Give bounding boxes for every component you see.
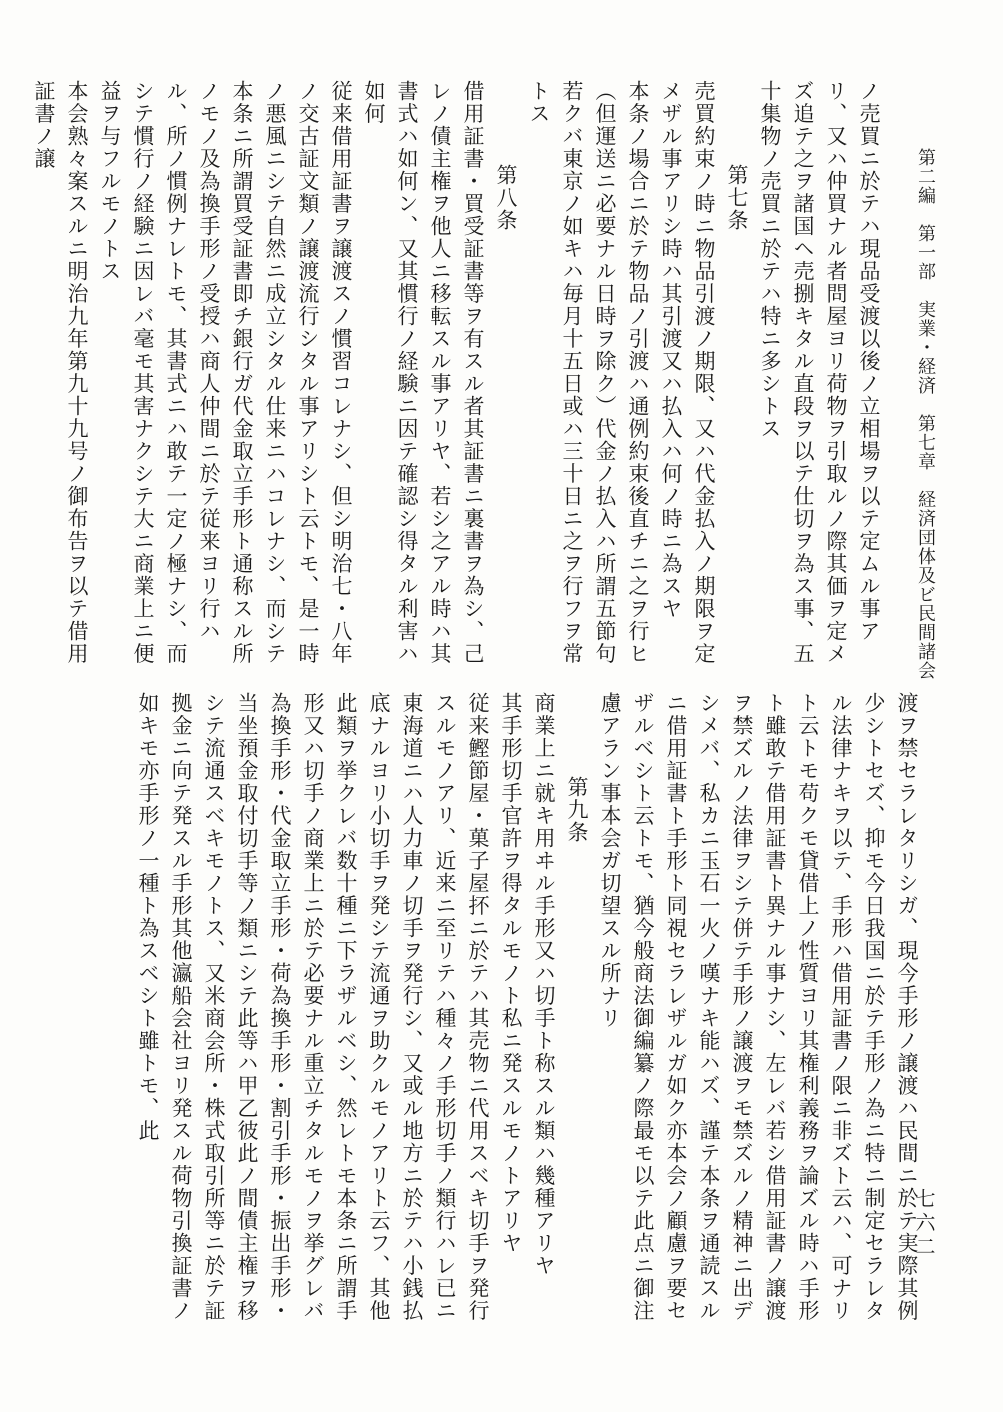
continued-paragraph: 渡ヲ禁セラレタリシガ、現今手形ノ譲渡ハ民間ニ於テ実際其例少シトセズ、抑モ今日我国ニ於テ手形ノ為ニ特ニ制定セラレタル法律ナキヲ以テ、手形ハ借用証書ノ限ニ非ズト云ハ、可ナリト云トモ苟クモ貸借上ノ性質ヨリ其権利義務ヲ論ズル時ハ手形ト雖敢テ借用証書ト異ナル事ナシ、左レバ若シ借用証書ノ譲渡ヲ禁ズルノ法律ヲシテ併テ手形ノ譲渡ヲモ禁ズルノ精神ニ出デシメバ、私カニ玉石一火ノ嘆ナキ能ハズ、謹テ本条ヲ通読スルニ借用証書ト手形ト同視セラレザルガ如ク亦本会ノ顧慮ヲ要セザルベシト云トモ、猶今般商法御編纂ノ際最モ以テ此点ニ御注慮アラン事本会ガ切望スル所ナリ xyxy=(598,692,919,1322)
article-heading-8: 第八条 xyxy=(494,164,518,232)
running-header: 第二編 第一部 実業・経済 第七章 経済団体及ビ民間諸会 xyxy=(915,148,936,680)
page-number: 七六二 xyxy=(912,1188,936,1260)
question-paragraph: 其手形切手官許ヲ得タルモノト私ニ発スルモノトアリヤ xyxy=(499,692,523,1255)
answer-paragraph: 従来鰹節屋・菓子屋抔ニ於テハ其売物ニ代用スベキ切手ヲ発行スルモノアリ、近来ニ至リテハ種々ノ手形切手ノ類行ハレ已ニ東海道ニハ人力車ノ切手ヲ発行シ、又或ル地方ニ於テハ小銭払底ナルヨリ小切手ヲ発シテ流通ヲ助クルモノアリト云フ、其他此類ヲ挙クレバ数十種ニ下ラザルベシ、然レトモ本条ニ所謂手形又ハ切手ノ商業上ニ於テ必要ナル重立チタルモノヲ挙グレバ為換手形・代金取立手形・荷為換手形・割引手形・振出手形・当坐預金取付切手等ノ類ニシテ此等ハ甲乙彼此ノ間債主権ヲ移シテ流通スベキモノトス、又米商会所・株式取引所等ニ於テ証拠金ニ向テ発スル手形其他瀛船会社ヨリ発スル荷物引換証書ノ如キモ亦手形ノ一種ト為スベシト雖トモ、此 xyxy=(136,692,490,1322)
article-heading-7: 第七条 xyxy=(725,164,749,232)
question-paragraph: 商業上ニ就キ用ヰル手形又ハ切手ト称スル類ハ幾種アリヤ xyxy=(532,692,556,1277)
answer-paragraph: 従来借用証書ヲ譲渡スノ慣習コレナシ、但シ明治七・八年ノ交古証文類ノ譲渡流行シタル事アリシト云トモ、是一時ノ悪風ニシテ自然ニ成立シタル仕来ニハコレナシ、而シテ本条ニ所謂買受証書即チ銀行ガ代金取立手形ト通称スル所ノモノ及為換手形ノ受授ハ商人仲間ニ於テ従来ヨリ行ハル、所ノ慣例ナレトモ、其書式ニハ敢テ一定ノ極ナシ、而シテ慣行ノ経験ニ因レバ毫モ其害ナクシテ大ニ商業上ニ便益ヲ与フルモノトス xyxy=(98,80,353,665)
lower-text-block xyxy=(83,692,923,1332)
question-paragraph: 売買約束ノ時ニ物品引渡ノ期限、又ハ代金払入ノ期限ヲ定メザル事アリシ時ハ其引渡又ハ払入ハ何ノ時ニ為スヤ xyxy=(659,80,716,665)
paragraph: ノ売買ニ於テハ現品受渡以後ノ立相場ヲ以テ定ムル事アリ、又ハ仲買ナル者問屋ヨリ荷物ヲ引取ルノ際其価ヲ定メズ追テ之ヲ諸国ヘ売捌キタル直段ヲ以テ仕切ヲ為ス事、五十集物ノ売買ニ於テハ特ニ多シトス xyxy=(758,80,881,665)
answer-paragraph: 本条ノ場合ニ於テ物品ノ引渡ハ通例約束後直チニ之ヲ行ヒ（但運送ニ必要ナル日時ヲ除ク）代金ノ払入ハ所謂五節句若クバ東京ノ如キハ毎月十五日或ハ三十日ニ之ヲ行フヲ常トス xyxy=(527,80,650,665)
commentary-paragraph: 本会熟々案スルニ明治九年第九十九号ノ御布告ヲ以テ借用証書ノ譲 xyxy=(32,80,89,665)
article-heading-9: 第九条 xyxy=(565,776,589,844)
question-paragraph: 借用証書・買受証書等ヲ有スル者其証書ニ裏書ヲ為シ、己レノ債主権ヲ他人ニ移転スル事アリヤ、若シ之アル時ハ其書式ハ如何ン、又其慣行ノ経験ニ因テ確認シ得タル利害ハ如何 xyxy=(362,80,485,665)
upper-text-block xyxy=(32,80,885,670)
